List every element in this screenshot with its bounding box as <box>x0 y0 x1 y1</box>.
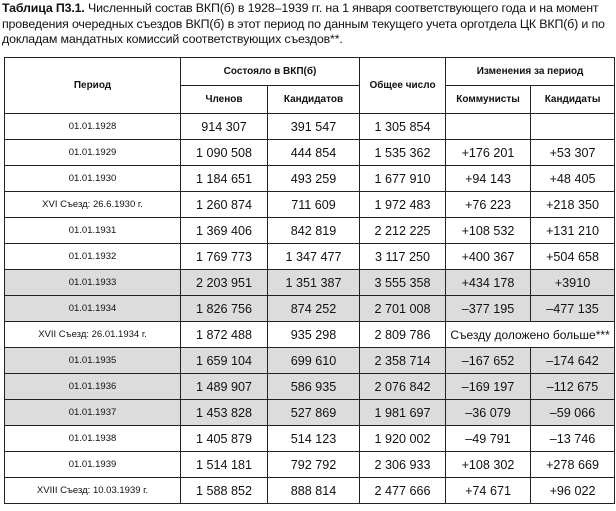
cell-total: 1 535 362 <box>360 140 446 166</box>
cell-period: 01.01.1930 <box>5 166 181 192</box>
cell-period: 01.01.1928 <box>5 114 181 140</box>
header-candidates-change: Кандидаты <box>531 86 615 114</box>
cell-change-candidates: +96 022 <box>531 478 615 504</box>
cell-change-candidates: –59 066 <box>531 400 615 426</box>
cell-change-communists: +400 367 <box>446 244 531 270</box>
table-row <box>5 244 615 270</box>
cell-period: 01.01.1931 <box>5 218 181 244</box>
table-row <box>5 218 615 244</box>
header-changes: Изменения за период <box>446 58 615 86</box>
cell-period: 01.01.1939 <box>5 452 181 478</box>
cell-change-communists: –36 079 <box>446 400 531 426</box>
cell-total: 2 212 225 <box>360 218 446 244</box>
cell-total: 2 306 933 <box>360 452 446 478</box>
header-composition: Состояло в ВКП(б) <box>181 58 360 86</box>
cell-members: 1 090 508 <box>181 140 268 166</box>
cell-change-candidates <box>531 114 615 140</box>
cell-members: 1 872 488 <box>181 322 268 348</box>
cell-members: 1 184 651 <box>181 166 268 192</box>
membership-table <box>4 57 615 504</box>
table-row <box>5 452 615 478</box>
table-row <box>5 114 615 140</box>
cell-candidates: 1 351 387 <box>268 270 360 296</box>
cell-candidates: 1 347 477 <box>268 244 360 270</box>
table-row <box>5 478 615 504</box>
cell-candidates: 527 869 <box>268 400 360 426</box>
table-row <box>5 400 615 426</box>
cell-candidates: 493 259 <box>268 166 360 192</box>
cell-members: 1 514 181 <box>181 452 268 478</box>
table-body <box>5 114 615 504</box>
cell-period: 01.01.1932 <box>5 244 181 270</box>
cell-change-communists: +108 532 <box>446 218 531 244</box>
cell-total: 3 117 250 <box>360 244 446 270</box>
cell-total: 2 701 008 <box>360 296 446 322</box>
cell-candidates: 842 819 <box>268 218 360 244</box>
cell-total: 2 477 666 <box>360 478 446 504</box>
cell-candidates: 514 123 <box>268 426 360 452</box>
cell-change-communists: –49 791 <box>446 426 531 452</box>
header-members: Членов <box>181 86 268 114</box>
table-row <box>5 374 615 400</box>
cell-candidates: 444 854 <box>268 140 360 166</box>
cell-total: 1 920 002 <box>360 426 446 452</box>
cell-candidates: 792 792 <box>268 452 360 478</box>
cell-members: 1 588 852 <box>181 478 268 504</box>
cell-change-candidates: +48 405 <box>531 166 615 192</box>
cell-period: XVI Съезд: 26.6.1930 г. <box>5 192 181 218</box>
cell-members: 1 769 773 <box>181 244 268 270</box>
cell-change-candidates: +53 307 <box>531 140 615 166</box>
caption-label: Таблица П3.1. <box>2 1 85 15</box>
cell-change-communists: +434 178 <box>446 270 531 296</box>
cell-candidates: 874 252 <box>268 296 360 322</box>
cell-change-communists <box>446 114 531 140</box>
header-total: Общее число <box>360 58 446 114</box>
cell-members: 1 659 104 <box>181 348 268 374</box>
cell-period: XVIII Съезд: 10.03.1939 г. <box>5 478 181 504</box>
table-row <box>5 426 615 452</box>
cell-change-candidates: –174 642 <box>531 348 615 374</box>
cell-change-communists: +176 201 <box>446 140 531 166</box>
cell-members: 2 203 951 <box>181 270 268 296</box>
cell-change-candidates: +504 658 <box>531 244 615 270</box>
cell-candidates: 391 547 <box>268 114 360 140</box>
cell-change-communists: +94 143 <box>446 166 531 192</box>
table-caption <box>2 1 612 48</box>
cell-period: 01.01.1936 <box>5 374 181 400</box>
table-row <box>5 166 615 192</box>
cell-change-communists: –377 195 <box>446 296 531 322</box>
cell-members: 1 826 756 <box>181 296 268 322</box>
table-row <box>5 192 615 218</box>
cell-period: 01.01.1937 <box>5 400 181 426</box>
cell-candidates: 935 298 <box>268 322 360 348</box>
cell-change-candidates: +3910 <box>531 270 615 296</box>
cell-change-communists: –167 652 <box>446 348 531 374</box>
cell-members: 1 453 828 <box>181 400 268 426</box>
table-row <box>5 296 615 322</box>
cell-change-candidates: –13 746 <box>531 426 615 452</box>
cell-change-communists: +108 302 <box>446 452 531 478</box>
cell-change-candidates: –477 135 <box>531 296 615 322</box>
cell-total: 1 981 697 <box>360 400 446 426</box>
table-row <box>5 140 615 166</box>
cell-period: 01.01.1933 <box>5 270 181 296</box>
caption-text: Численный состав ВКП(б) в 1928–1939 гг. на 1 января соответствующего года и на момент проведения очередных съездов ВКП(б) в этот период по данным текущего учета орготдела ЦК ВКП(б) и по докладам мандатных комиссий соответствующих съездов**. <box>2 1 605 47</box>
cell-members: 1 405 879 <box>181 426 268 452</box>
cell-candidates: 699 610 <box>268 348 360 374</box>
cell-period: 01.01.1935 <box>5 348 181 374</box>
cell-total: 3 555 358 <box>360 270 446 296</box>
cell-period: XVII Съезд: 26.01.1934 г. <box>5 322 181 348</box>
cell-change-candidates: +218 350 <box>531 192 615 218</box>
cell-period: 01.01.1929 <box>5 140 181 166</box>
cell-change-communists: +76 223 <box>446 192 531 218</box>
cell-change-candidates: +131 210 <box>531 218 615 244</box>
cell-change-communists: –169 197 <box>446 374 531 400</box>
header-period: Период <box>5 58 181 114</box>
cell-total: 2 076 842 <box>360 374 446 400</box>
cell-members: 1 369 406 <box>181 218 268 244</box>
cell-change-candidates: +278 669 <box>531 452 615 478</box>
table-row <box>5 322 615 348</box>
cell-candidates: 586 935 <box>268 374 360 400</box>
cell-total: 2 809 786 <box>360 322 446 348</box>
cell-change-communists: +74 671 <box>446 478 531 504</box>
table-row <box>5 270 615 296</box>
header-candidates: Кандидатов <box>268 86 360 114</box>
cell-total: 1 677 910 <box>360 166 446 192</box>
header-communists: Коммунисты <box>446 86 531 114</box>
cell-period: 01.01.1934 <box>5 296 181 322</box>
cell-note: Съезду доложено больше*** <box>446 322 615 348</box>
cell-members: 1 489 907 <box>181 374 268 400</box>
cell-candidates: 711 609 <box>268 192 360 218</box>
cell-total: 1 972 483 <box>360 192 446 218</box>
cell-members: 914 307 <box>181 114 268 140</box>
table-row <box>5 348 615 374</box>
cell-change-candidates: –112 675 <box>531 374 615 400</box>
cell-candidates: 888 814 <box>268 478 360 504</box>
cell-total: 1 305 854 <box>360 114 446 140</box>
cell-members: 1 260 874 <box>181 192 268 218</box>
cell-total: 2 358 714 <box>360 348 446 374</box>
cell-period: 01.01.1938 <box>5 426 181 452</box>
